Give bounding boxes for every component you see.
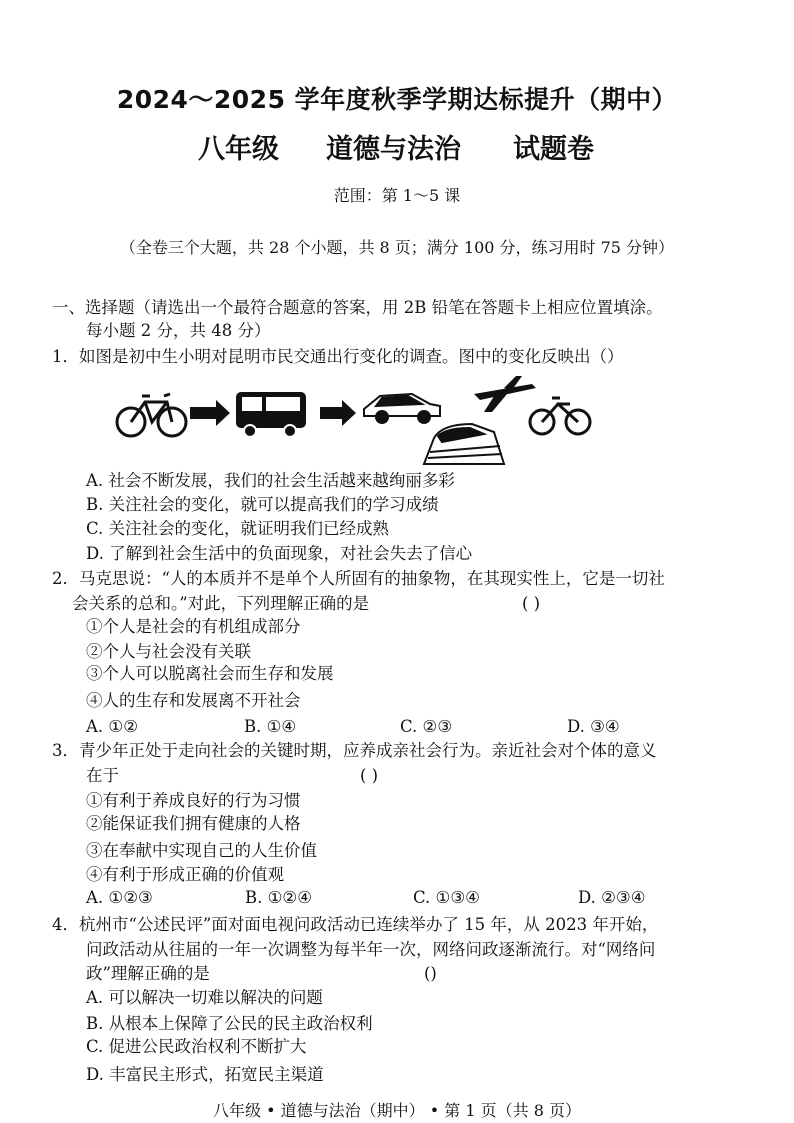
q4-option-c: C. 促进公民政治权利不断扩大: [86, 1037, 307, 1056]
arrow-icon: [190, 400, 230, 426]
q2-answer-blank: ( ): [522, 594, 541, 613]
q2-item-1: ①个人是社会的有机组成部分: [86, 617, 301, 636]
q4-answer-blank: (): [424, 964, 437, 983]
q3-stem-line2: 在于: [86, 766, 119, 785]
airplane-icon: [474, 376, 536, 412]
section-heading-cont: 每小题 2 分，共 48 分）: [86, 321, 271, 340]
q1-option-c: C. 关注社会的变化，就证明我们已经成熟: [86, 519, 390, 538]
q2-item-3: ③个人可以脱离社会而生存和发展: [86, 664, 334, 683]
q2-item-2: ②个人与社会没有关联: [86, 642, 251, 661]
q3-answer-blank: ( ): [360, 766, 379, 785]
subtitle-subject: 道德与法治: [326, 134, 461, 165]
q2-choice-d: D. ③④: [567, 717, 620, 736]
q3-stem-line1: 3．青少年正处于走向社会的关键时期，应养成亲社会行为。亲近社会对个体的意义: [52, 741, 657, 760]
q1-transport-figure: [112, 376, 602, 468]
q4-option-b: B. 从根本上保障了公民的民主政治权利: [86, 1014, 373, 1033]
q4-option-d: D. 丰富民主形式，拓宽民主渠道: [86, 1065, 324, 1084]
q3-choice-b: B. ①②④: [245, 888, 312, 907]
q1-option-b: B. 关注社会的变化，就可以提高我们的学习成绩: [86, 495, 439, 514]
q3-item-3: ③在奉献中实现自己的人生价值: [86, 841, 317, 860]
section-heading: 一、选择题（请选出一个最符合题意的答案，用 2B 铅笔在答题卡上相应位置填涂。: [52, 298, 663, 317]
high-speed-train-icon: [424, 424, 504, 464]
q3-choice-c: C. ①③④: [413, 888, 480, 907]
subtitle-type: 试题卷: [513, 134, 594, 165]
q2-stem-line1: 2．马克思说：“人的本质并不是单个人所固有的抽象物，在其现实性上，它是一切社: [52, 569, 665, 588]
exam-title: 2024～2025 学年度秋季学期达标提升（期中）: [116, 85, 678, 114]
q2-stem-line2: 会关系的总和。”对此，下列理解正确的是: [72, 594, 370, 613]
bus-icon: [236, 392, 306, 437]
page-footer: 八年级 • 道德与法治（期中） • 第 1 页（共 8 页）: [213, 1101, 581, 1120]
exam-subtitle: [0, 127, 794, 167]
car-icon: [364, 394, 440, 423]
q3-item-4: ④有利于形成正确的价值观: [86, 865, 284, 884]
q2-choice-a: A. ①②: [86, 717, 138, 736]
q1-option-a: A. 社会不断发展，我们的社会生活越来越绚丽多彩: [86, 471, 455, 490]
exam-scope: 范围：第 1～5 课: [333, 186, 461, 205]
exam-intro: （全卷三个大题，共 28 个小题，共 8 页；满分 100 分，练习用时 75 分钟）: [119, 238, 675, 257]
q1-option-d: D. 了解到社会生活中的负面现象，对社会失去了信心: [86, 544, 473, 563]
q2-choice-b: B. ①④: [244, 717, 297, 736]
q3-item-1: ①有利于养成良好的行为习惯: [86, 791, 301, 810]
q4-stem-line1: 4．杭州市“公述民评”面对面电视问政活动已连续举办了 15 年，从 2023 年开始，: [52, 915, 659, 934]
q4-stem-line3: 政”理解正确的是: [86, 964, 210, 983]
arrow-icon: [320, 400, 356, 426]
q2-choice-c: C. ②③: [400, 717, 453, 736]
bicycle-icon: [117, 394, 186, 436]
q3-choice-a: A. ①②③: [86, 888, 153, 907]
q3-item-2: ②能保证我们拥有健康的人格: [86, 814, 301, 833]
q2-item-4: ④人的生存和发展离不开社会: [86, 691, 301, 710]
subtitle-grade: 八年级: [198, 134, 279, 165]
q4-stem-line2: 问政活动从往届的一年一次调整为每半年一次，网络问政逐渐流行。对“网络问: [86, 940, 656, 959]
q1-stem: 1．如图是初中生小明对昆明市民交通出行变化的调查。图中的变化反映出（）: [52, 347, 624, 366]
bike-share-icon: [530, 398, 590, 434]
q4-option-a: A. 可以解决一切难以解决的问题: [86, 988, 323, 1007]
q3-choice-d: D. ②③④: [578, 888, 646, 907]
